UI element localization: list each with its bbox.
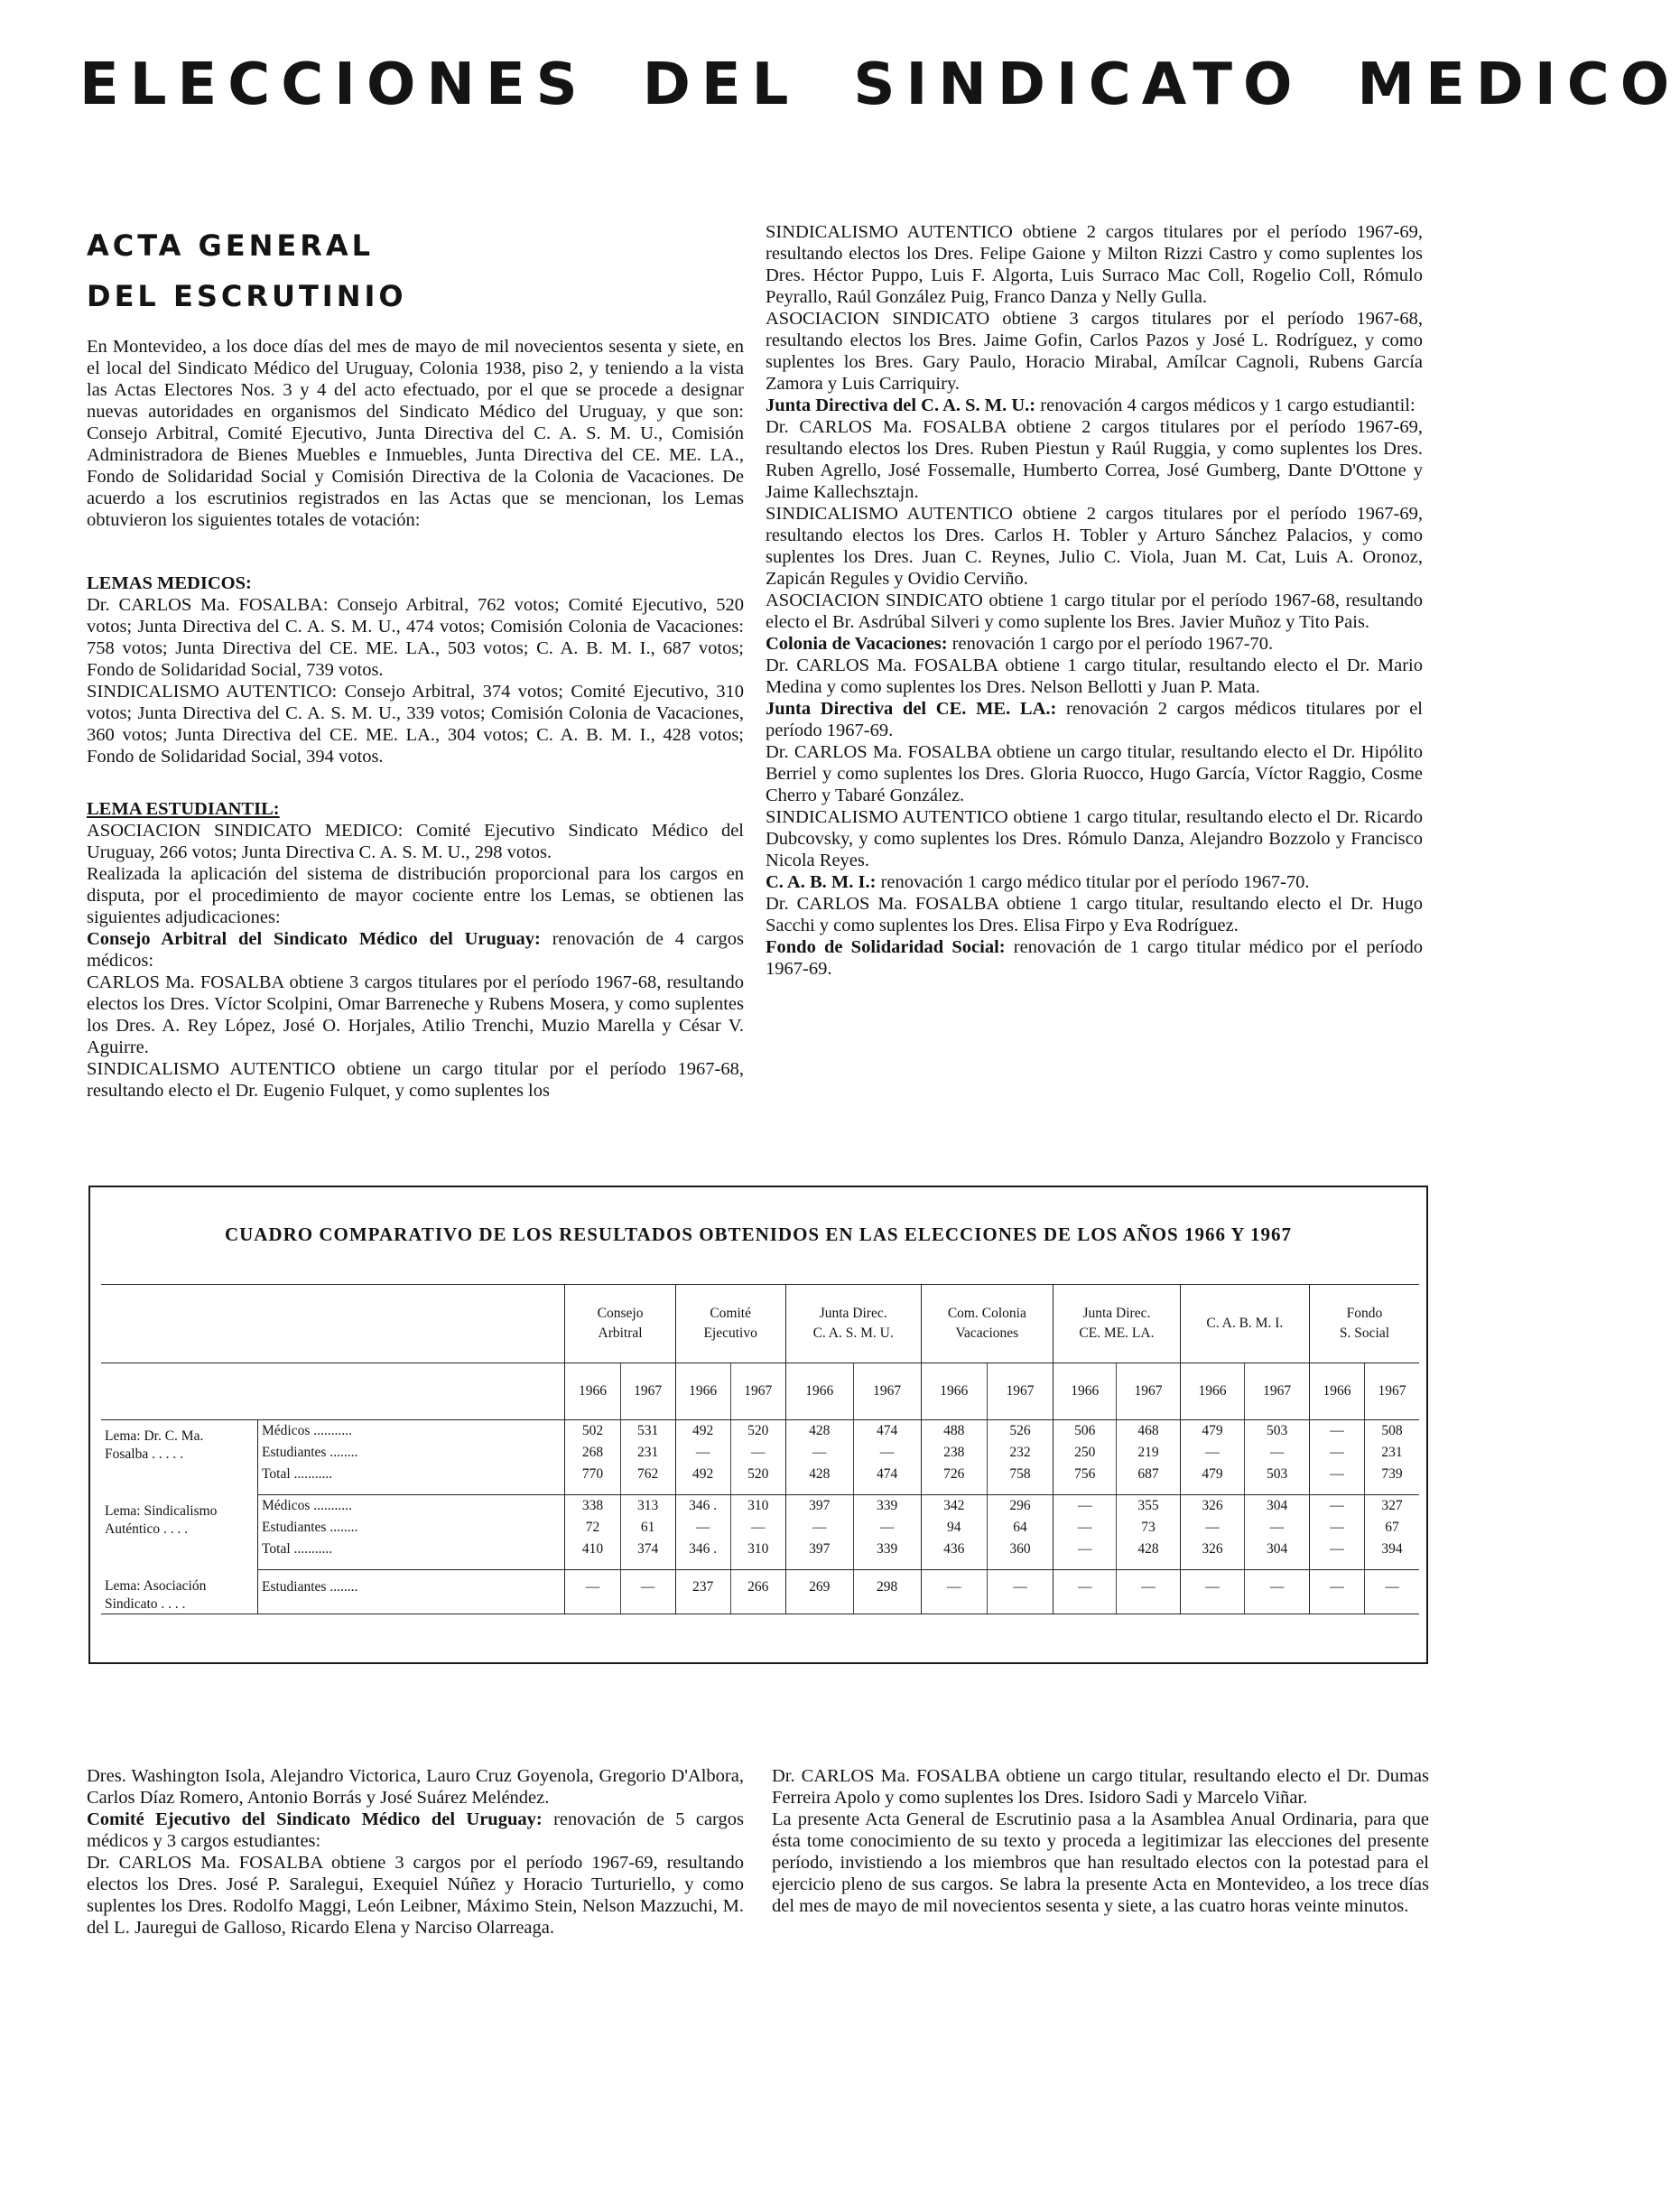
casmu-heading: Junta Directiva del C. A. S. M. U.: <box>766 395 1036 415</box>
table-group-header <box>565 1285 675 1363</box>
table-value-cell: 304 <box>1245 1539 1310 1570</box>
table-value-cell: — <box>785 1442 853 1464</box>
title-word-2: DEL <box>642 51 800 118</box>
c2-p11: SINDICALISMO AUTENTICO obtiene 1 cargo titular, resultando electo el Dr. Ricardo Dubcovsky, y como suplentes los Dres. Rómulo Danza, Alejandro Bozzolo y Francisco Nicola Reyes. <box>766 807 1423 870</box>
table-row <box>101 1442 1419 1464</box>
table-value-cell: 339 <box>853 1539 921 1570</box>
table-value-cell: — <box>675 1442 730 1464</box>
table-value-cell: — <box>1309 1539 1364 1570</box>
table-value-cell: — <box>730 1442 785 1464</box>
table-value-cell: — <box>987 1570 1053 1614</box>
title-word-4: MEDICO <box>1357 51 1680 118</box>
table-value-cell: 219 <box>1117 1442 1180 1464</box>
table-value-cell: — <box>1053 1570 1117 1614</box>
table-value-cell: 310 <box>730 1539 785 1570</box>
table-value-cell: 232 <box>987 1442 1053 1464</box>
table-value-cell: 346 . <box>675 1539 730 1570</box>
table-value-cell: 479 <box>1180 1464 1245 1495</box>
c3-p2 <box>87 1809 744 1852</box>
c2-p10: Dr. CARLOS Ma. FOSALBA obtiene un cargo titular, resultando electo el Dr. Hipólito Berriel y como suplentes los Dres. Gloria Ruocco, Hugo García, Víctor Raggio, Cosme Cherro y Tabaré González. <box>766 742 1423 805</box>
c2-p8: Dr. CARLOS Ma. FOSALBA obtiene 1 cargo titular, resultando electo el Dr. Mario Medina y como suplentes los Dres. Nelson Bellotti y Juan P. Mata. <box>766 656 1423 697</box>
table-row <box>101 1420 1419 1443</box>
table-value-cell: 360 <box>987 1539 1053 1570</box>
table-year-cell: 1967 <box>987 1363 1053 1420</box>
table-value-cell: 238 <box>921 1442 987 1464</box>
table-value-cell: 428 <box>785 1464 853 1495</box>
table-group-header-line2: Ejecutivo <box>703 1325 757 1341</box>
table-value-cell: 508 <box>1365 1420 1419 1443</box>
table-value-cell: — <box>1245 1517 1310 1539</box>
fondo-heading-rest: renovación de 1 cargo titular médico por el período 1967-69. <box>766 937 1423 979</box>
table-value-cell: 492 <box>675 1420 730 1443</box>
table-row <box>101 1495 1419 1518</box>
table-value-cell: — <box>1309 1442 1364 1464</box>
table-value-cell: — <box>1245 1442 1310 1464</box>
table-row-label: Médicos ........... <box>258 1495 565 1518</box>
column-2 <box>766 221 1423 980</box>
table-row-label: Total ........... <box>258 1539 565 1570</box>
column-1 <box>87 336 744 1102</box>
table-value-cell: 397 <box>785 1539 853 1570</box>
table-year-cell: 1967 <box>730 1363 785 1420</box>
table-lema-label-line2: Sindicato . . . . <box>105 1595 186 1612</box>
table-value-cell: — <box>730 1517 785 1539</box>
table-value-cell: 397 <box>785 1495 853 1518</box>
casmu-heading-rest: renovación 4 cargos médicos y 1 cargo estudiantil: <box>1035 395 1415 415</box>
table-value-cell: 266 <box>730 1570 785 1614</box>
table-value-cell: — <box>565 1570 620 1614</box>
table-group-header <box>1053 1285 1181 1363</box>
c2-p4: Dr. CARLOS Ma. FOSALBA obtiene 2 cargos titulares por el período 1967-69, resultando electos los Dres. Ruben Piestun y Raúl Ruggia, y como suplentes los Dres. Ruben Agrello, José Fossemalle, Humberto Correa, José Gumberg, Dante D'Ottone y Jaime Kallechsztajn. <box>766 417 1423 502</box>
table-value-cell: 346 . <box>675 1495 730 1518</box>
table-value-cell: 338 <box>565 1495 620 1518</box>
table-header-row <box>101 1285 1419 1363</box>
intro-paragraph: En Montevideo, a los doce días del mes de mayo de mil novecientos sesenta y siete, en el local del Sindicato Médico del Uruguay, Colonia 1938, piso 2, y teniendo a la vista las Actas Electores Nos. 3 y 4 del acto efectuado, por el que se procede a designar nuevas autoridades en organismos del Sindicato Médico del Uruguay, y que son: Consejo Arbitral, Comité Ejecutivo, Junta Directiva del C. A. S. M. U., Comisión Administradora de Bienes Muebles e Inmuebles, Junta Directiva del CE. ME. LA., Fondo de Solidaridad Social y Comisión Directiva de la Colonia de Vacaciones. De acuerdo a los escrutinios registrados en las Actas que se mencionan, los Lemas obtuvieron los siguientes totales de votación: <box>87 337 744 530</box>
table-year-cell: 1967 <box>853 1363 921 1420</box>
table-row-label: Estudiantes ........ <box>258 1442 565 1464</box>
table-value-cell: 526 <box>987 1420 1053 1443</box>
title-word-1: ELECCIONES <box>79 51 589 118</box>
table-value-cell: 520 <box>730 1464 785 1495</box>
consejo-heading: Consejo Arbitral del Sindicato Médico del Uruguay: <box>87 929 541 949</box>
table-value-cell: 520 <box>730 1420 785 1443</box>
consejo-fosalba: CARLOS Ma. FOSALBA obtiene 3 cargos titulares por el período 1967-68, resultando electos los Dres. Víctor Scolpini, Omar Barreneche y Rubens Mosera, y como suplentes los Dres. A. Rey López, José O. Horjales, Atilio Trenchi, Muzio Marella y César V. Aguirre. <box>87 972 744 1057</box>
c2-p14 <box>766 936 1423 980</box>
table-value-cell: 770 <box>565 1464 620 1495</box>
table-value-cell: 531 <box>620 1420 675 1443</box>
table-value-cell: 488 <box>921 1420 987 1443</box>
table-value-cell: 64 <box>987 1517 1053 1539</box>
table-row <box>101 1464 1419 1495</box>
column-3 <box>87 1765 744 1939</box>
c2-p5: SINDICALISMO AUTENTICO obtiene 2 cargos titulares por el período 1967-69, resultando electos los Dres. Carlos H. Tobler y Arturo Sánchez Palacios, y como suplentes los Dres. Juan C. Reynes, Julio C. Viola, Juan M. Cat, Luis A. Oronoz, Zapicán Regules y Ovidio Cerviño. <box>766 504 1423 589</box>
table-value-cell: 428 <box>785 1420 853 1443</box>
table-lema-label-line2: Fosalba . . . . . <box>105 1446 183 1462</box>
table-year-cell: 1966 <box>1309 1363 1364 1420</box>
table-value-cell: 687 <box>1117 1464 1180 1495</box>
table-year-cell: 1966 <box>675 1363 730 1420</box>
table-value-cell: 436 <box>921 1539 987 1570</box>
table-value-cell: 503 <box>1245 1420 1310 1443</box>
table-value-cell: 503 <box>1245 1464 1310 1495</box>
table-year-cell: 1967 <box>620 1363 675 1420</box>
table-lema-label-line1: Lema: Dr. C. Ma. <box>105 1428 204 1444</box>
table-year-cell: 1967 <box>1245 1363 1310 1420</box>
acta-heading <box>87 220 407 321</box>
table-lema-label-line1: Lema: Sindicalismo <box>105 1502 218 1519</box>
table-value-cell: 739 <box>1365 1464 1419 1495</box>
table-value-cell: — <box>1365 1570 1419 1614</box>
table-value-cell: 237 <box>675 1570 730 1614</box>
table-year-cell: 1966 <box>1053 1363 1117 1420</box>
table-row-label: Estudiantes ........ <box>258 1517 565 1539</box>
table-value-cell: — <box>1309 1517 1364 1539</box>
table-value-cell: 374 <box>620 1539 675 1570</box>
main-title <box>79 51 1680 118</box>
table-value-cell: — <box>1309 1464 1364 1495</box>
table-value-cell: — <box>853 1442 921 1464</box>
table-years-blank <box>101 1363 565 1420</box>
table-row <box>101 1570 1419 1614</box>
table-lema-label <box>101 1420 258 1495</box>
acta-heading-line1: ACTA GENERAL <box>87 228 375 263</box>
fondo-heading: Fondo de Solidaridad Social: <box>766 937 1006 957</box>
column-4 <box>772 1765 1429 1917</box>
table-row-label: Estudiantes ........ <box>258 1570 565 1614</box>
table-value-cell: — <box>1053 1539 1117 1570</box>
lemas-medicos-sindicalismo: SINDICALISMO AUTENTICO: Consejo Arbitral, 374 votos; Comité Ejecutivo, 310 votos; Junta Directiva del C. A. S. M. U., 339 votos; Comisión Colonia de Vacaciones, 360 votos; Junta Directiva del CE. ME. LA., 304 votos; C. A. B. M. I., 428 votos; Fondo de Solidaridad Social, 394 votos. <box>87 682 744 767</box>
c2-p9 <box>766 698 1423 741</box>
table-row <box>101 1517 1419 1539</box>
table-lema-label-line2: Auténtico . . . . <box>105 1521 189 1537</box>
table-value-cell: 355 <box>1117 1495 1180 1518</box>
table-value-cell: 298 <box>853 1570 921 1614</box>
cabmi-heading-rest: renovación 1 cargo médico titular por el período 1967-70. <box>876 872 1310 892</box>
consejo-sindicalismo: SINDICALISMO AUTENTICO obtiene un cargo titular por el período 1967-68, resultando electo el Dr. Eugenio Fulquet, y como suplentes los <box>87 1059 744 1101</box>
table-value-cell: — <box>1309 1570 1364 1614</box>
colonia-heading-rest: renovación 1 cargo por el período 1967-70. <box>947 634 1274 654</box>
table-group-header-line1: Com. Colonia <box>947 1306 1026 1321</box>
table-value-cell: 326 <box>1180 1539 1245 1570</box>
c2-p13: Dr. CARLOS Ma. FOSALBA obtiene 1 cargo titular, resultando electo el Dr. Hugo Sacchi y como suplentes los Dres. Elisa Firpo y Eva Rodríguez. <box>766 894 1423 935</box>
comparison-table <box>101 1284 1419 1614</box>
table-lema-label <box>101 1570 258 1614</box>
c4-p2: La presente Acta General de Escrutinio pasa a la Asamblea Anual Ordinaria, para que ésta tome conocimiento de su texto y proceda a legitimizar las elecciones del presente período, invistiendo a los miembros que han resultado electos con la potestad para el ejercicio pleno de sus cargos. Se labra la presente Acta en Montevideo, a los trece días del mes de mayo de mil novecientos sesenta y siete, a las cuatro horas veinte minutos. <box>772 1809 1429 1916</box>
table-value-cell: — <box>1053 1495 1117 1518</box>
lemas-medicos-fosalba: Dr. CARLOS Ma. FOSALBA: Consejo Arbitral, 762 votos; Comité Ejecutivo, 520 votos; Junta Directiva del C. A. S. M. U., 474 votos; Comisión Colonia de Vacaciones: 758 votos; Junta Directiva del CE. ME. LA., 503 votos; C. A. B. M. I., 687 votos; Fondo de Solidaridad Social, 739 votos. <box>87 595 744 680</box>
table-value-cell: 428 <box>1117 1539 1180 1570</box>
table-value-cell: 73 <box>1117 1517 1180 1539</box>
table-value-cell: — <box>1245 1570 1310 1614</box>
c2-p7 <box>766 633 1423 655</box>
table-value-cell: 94 <box>921 1517 987 1539</box>
table-value-cell: 502 <box>565 1420 620 1443</box>
table-value-cell: 506 <box>1053 1420 1117 1443</box>
consejo-paragraph <box>87 928 744 972</box>
table-value-cell: 468 <box>1117 1420 1180 1443</box>
table-value-cell: 726 <box>921 1464 987 1495</box>
table-row-label: Médicos ........... <box>258 1420 565 1443</box>
table-lema-label-line1: Lema: Asociación <box>105 1577 207 1594</box>
lemas-medicos-heading: LEMAS MEDICOS: <box>87 573 252 593</box>
table-value-cell: — <box>675 1517 730 1539</box>
consejo-heading-rest: renovación de 4 cargos médicos: <box>87 929 744 971</box>
table-value-cell: 313 <box>620 1495 675 1518</box>
cemela-heading: Junta Directiva del CE. ME. LA.: <box>766 699 1057 719</box>
table-year-cell: 1966 <box>921 1363 987 1420</box>
realizada-paragraph: Realizada la aplicación del sistema de distribución proporcional para los cargos en disputa, por el procedimiento de mayor cociente entre los Lemas, se obtienen las siguientes adjudicaciones: <box>87 864 744 927</box>
comite-heading-rest: renovación de 5 cargos médicos y 3 cargos estudiantes: <box>87 1809 744 1851</box>
table-value-cell: — <box>1180 1517 1245 1539</box>
table-row <box>101 1539 1419 1570</box>
table-value-cell: 250 <box>1053 1442 1117 1464</box>
table-group-header <box>921 1285 1053 1363</box>
c4-p1: Dr. CARLOS Ma. FOSALBA obtiene un cargo titular, resultando electo el Dr. Dumas Ferreira Apolo y como suplentes los Dres. Isidoro Sadi y Marcelo Viñar. <box>772 1766 1429 1808</box>
lema-estudiantil-text: ASOCIACION SINDICATO MEDICO: Comité Ejecutivo Sindicato Médico del Uruguay, 266 votos; Junta Directiva C. A. S. M. U., 298 votos. <box>87 821 744 862</box>
table-value-cell: — <box>1180 1570 1245 1614</box>
table-group-header-line1: Fondo <box>1346 1306 1383 1321</box>
table-group-header-line2: CE. ME. LA. <box>1079 1325 1155 1341</box>
table-value-cell: 72 <box>565 1517 620 1539</box>
table-value-cell: 327 <box>1365 1495 1419 1518</box>
c3-p1: Dres. Washington Isola, Alejandro Victorica, Lauro Cruz Goyenola, Gregorio D'Albora, Carlos Díaz Romero, Antonio Borrás y José Suárez Meléndez. <box>87 1766 744 1808</box>
table-value-cell: — <box>921 1570 987 1614</box>
table-value-cell: 474 <box>853 1464 921 1495</box>
table-value-cell: 231 <box>1365 1442 1419 1464</box>
cemela-heading-rest: renovación 2 cargos médicos titulares por el período 1967-69. <box>766 699 1423 740</box>
table-value-cell: — <box>1053 1517 1117 1539</box>
title-word-3: SINDICATO <box>853 51 1304 118</box>
table-year-cell: 1966 <box>1180 1363 1245 1420</box>
table-years-row <box>101 1363 1419 1420</box>
c3-p3: Dr. CARLOS Ma. FOSALBA obtiene 3 cargos por el período 1967-69, resultando electos los Dres. José P. Saralegui, Exequiel Núñez y Horacio Turturiello, y como suplentes los Dres. Rodolfo Maggi, León Leibner, Máximo Stein, Nelson Mazzuchi, M. del L. Jauregui de Galloso, Ricardo Elena y Narciso Olarreaga. <box>87 1853 744 1938</box>
table-value-cell: 67 <box>1365 1517 1419 1539</box>
table-value-cell: 326 <box>1180 1495 1245 1518</box>
table-value-cell: 492 <box>675 1464 730 1495</box>
table-group-header-line2: Arbitral <box>598 1325 643 1341</box>
c2-p3 <box>766 395 1423 416</box>
table-value-cell: 762 <box>620 1464 675 1495</box>
table-value-cell: 310 <box>730 1495 785 1518</box>
table-value-cell: 339 <box>853 1495 921 1518</box>
table-value-cell: 394 <box>1365 1539 1419 1570</box>
table-group-header-line2: C. A. B. M. I. <box>1206 1316 1284 1331</box>
table-lema-label <box>101 1495 258 1570</box>
table-group-header-line1: Junta Direc. <box>819 1306 887 1321</box>
table-value-cell: 410 <box>565 1539 620 1570</box>
table-value-cell: — <box>785 1517 853 1539</box>
table-group-header-line2: C. A. S. M. U. <box>812 1325 894 1341</box>
table-value-cell: 304 <box>1245 1495 1310 1518</box>
table-group-header-line1: Comité <box>710 1306 751 1321</box>
table-group-header-line2: Vacaciones <box>955 1325 1019 1341</box>
table-group-header <box>1180 1285 1309 1363</box>
table-value-cell: — <box>1309 1420 1364 1443</box>
table-value-cell: — <box>1117 1570 1180 1614</box>
c2-p12 <box>766 871 1423 893</box>
table-value-cell: — <box>1309 1495 1364 1518</box>
table-value-cell: 269 <box>785 1570 853 1614</box>
table-value-cell: — <box>620 1570 675 1614</box>
table-value-cell: 342 <box>921 1495 987 1518</box>
table-value-cell: 61 <box>620 1517 675 1539</box>
table-group-header-line1: Consejo <box>597 1306 644 1321</box>
table-group-header <box>675 1285 785 1363</box>
table-row-label: Total ........... <box>258 1464 565 1495</box>
table-value-cell: 758 <box>987 1464 1053 1495</box>
table-value-cell: 268 <box>565 1442 620 1464</box>
comparison-table-box <box>88 1186 1428 1664</box>
table-value-cell: 756 <box>1053 1464 1117 1495</box>
table-value-cell: 296 <box>987 1495 1053 1518</box>
cabmi-heading: C. A. B. M. I.: <box>766 872 877 892</box>
table-title: CUADRO COMPARATIVO DE LOS RESULTADOS OBTENIDOS EN LAS ELECCIONES DE LOS AÑOS 1966 Y 1967 <box>224 1223 1293 1245</box>
colonia-heading: Colonia de Vacaciones: <box>766 634 948 654</box>
table-group-header-line1: Junta Direc. <box>1082 1306 1151 1321</box>
table-group-header <box>785 1285 921 1363</box>
c2-p1: SINDICALISMO AUTENTICO obtiene 2 cargos titulares por el período 1967-69, resultando electos los Dres. Felipe Gaione y Milton Rizzi Castro y como suplentes los Dres. Héctor Puppo, Luis F. Algorta, Luis Surraco Mac Coll, Rogelio Coll, Rómulo Peyrallo, Raúl González Puig, Franco Danza y Nelly Gulla. <box>766 222 1423 307</box>
table-year-cell: 1966 <box>785 1363 853 1420</box>
table-value-cell: — <box>1180 1442 1245 1464</box>
table-year-cell: 1967 <box>1117 1363 1180 1420</box>
table-group-header <box>1309 1285 1419 1363</box>
table-group-header-line2: S. Social <box>1339 1325 1390 1341</box>
lema-estudiantil-heading: LEMA ESTUDIANTIL: <box>87 799 280 819</box>
c2-p2: ASOCIACION SINDICATO obtiene 3 cargos titulares por el período 1967-68, resultando electos los Bres. Jaime Gofin, Carlos Pazos y José L. Rodríguez, y como suplentes los Bres. Gary Paulo, Horacio Mirabal, Amílcar Cagnoli, Rubens García Zamora y Luis Carriquiry. <box>766 309 1423 394</box>
table-value-cell: 479 <box>1180 1420 1245 1443</box>
table-year-cell: 1966 <box>565 1363 620 1420</box>
table-value-cell: 231 <box>620 1442 675 1464</box>
acta-heading-line2: DEL ESCRUTINIO <box>87 279 407 313</box>
table-value-cell: 474 <box>853 1420 921 1443</box>
table-year-cell: 1967 <box>1365 1363 1419 1420</box>
table-value-cell: — <box>853 1517 921 1539</box>
comite-heading: Comité Ejecutivo del Sindicato Médico del Uruguay: <box>87 1809 543 1829</box>
table-header-blank <box>101 1285 565 1363</box>
c2-p6: ASOCIACION SINDICATO obtiene 1 cargo titular por el período 1967-68, resultando electo el Br. Asdrúbal Silveri y como suplente los Bres. Javier Muñoz y Tito Pais. <box>766 591 1423 632</box>
